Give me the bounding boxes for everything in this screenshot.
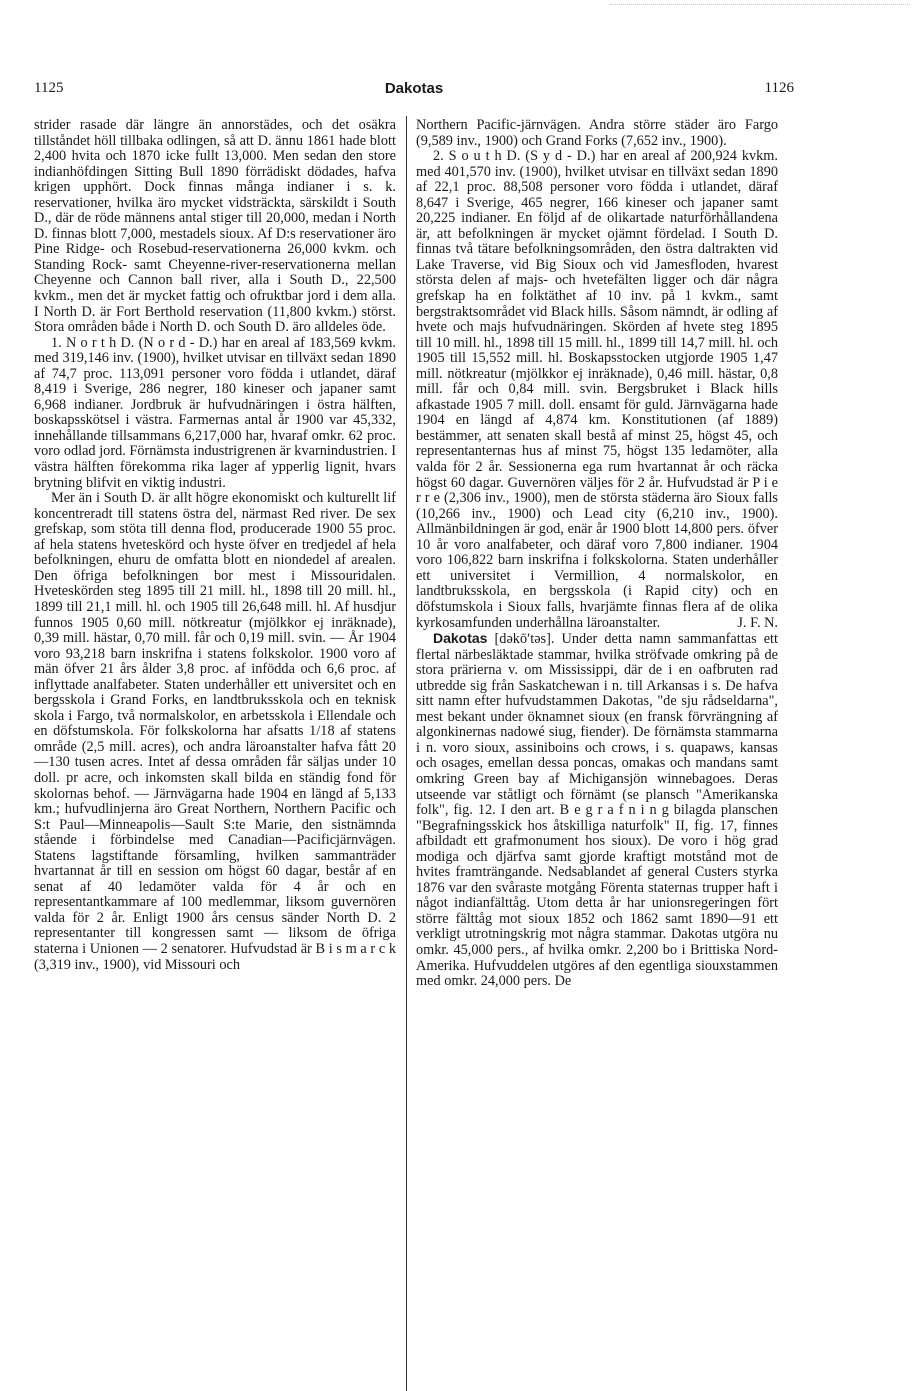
paragraph-north-dakota: 1. N o r t h D. (N o r d - D.) har en areal af 183,569 kvkm. med 319,146 inv. (1900), hvilket utvisar en tillväxt sedan 1890 af 74,7 proc. 113,091 personer voro födda i utlandet, däraf 8,419 i Sverige, 286 negrer, 180 kineser och japaner samt 6,968 indianer. Jordbruk är hufvudnäringen i östra hälften, boskapsskötsel i västra. Farmernas antal år 1900 var 45,332, innehållande tillsammans 6,217,000 har, hvaraf omkr. 62 proc. voro odlad jord. Förnämsta industrigrenen är kvarnindustrien. I västra hälften förekomma rika lager af ypperlig lignit, hvars brytning blifvit en viktig industri. (34, 334, 396, 491)
paragraph: strider rasade där längre än annorstädes, och det osäkra tillståndet höll tillbaka odlingen, så att D. ännu 1861 hade blott 2,400 hvita och 1870 icke fullt 13,000. Men sedan den store indianhöfdingen Sitting Bull 1890 förrädiskt dödades, hafva krigen upphört. Dock finnas många indianer i s. k. reservationer, hvilka äro mycket vidsträckta, särskildt i South D., där de röde männens antal stiger till 20,000, medan i North D. finnas blott 7,000, mestadels sioux. Af D:s reservationer äro Pine Ridge- och Rosebud-reservationerna 26,000 kvkm. och Standing Rock- samt Cheyenne-river-reservationerna mellan Cheyenne och Cannon ball river, alla i South D., 22,500 kvkm., men det är mycket fattig och ofruktbar jord i dem alla. I North D. är Fort Berthold reservation (11,800 kvkm.) störst. Stora områden både i North D. och South D. äro alldeles öde. (34, 117, 396, 336)
page-number-left: 1125 (34, 80, 64, 96)
paragraph-text: 2. S o u t h D. (S y d - D.) har en areal af 200,924 kvkm. med 401,570 inv. (1900), hvilket utvisar en tillväxt sedan 1890 af 22,1 proc. 88,508 personer voro födda i utlandet, däraf 8,647 i Sverige, 465 negrer, 166 kineser och japaner samt 20,225 indianer. En följd af de olikartade naturförhållandena är, att befolkningen är mycket ojämnt fördelad. I South D. finnas två tätare befolkningsområden, den östra daltrakten vid Lake Traverse, vid Big Sioux och vid Jamesfloden, hvarest största delen af majs- och hvetefälten ligger och där några grefskap ha en folktäthet af 10 inv. på 1 kvkm., samt bergstraktsområdet vid Black hills. Såsom nämndt, är odling af hvete och majs hufvudnäringen. Skörden af hvete steg 1895 till 10 mill. hl., 1898 till 15 mill. hl., 1899 till 14,7 mill. hl. och 1905 till 15,552 mill. hl. Boskapsstocken utgjorde 1905 1,47 mill. nötkreatur (mjölkkor ej inräknade), 0,46 mill. hästar, 0,8 mill. får och 0,84 mill. svin. Bergsbruket i Black hills afkastade 1905 7 mill. doll. ensamt för guld. Järnvägarna hade 1904 en längd af 4,874 km. Konstitutionen (af 1889) bestämmer, att senaten skall bestå af minst 25, högst 45, och representanternas hus af minst 75, högst 135 ledamöter, alla valda för 2 år. Sessionerna ega rum hvartannat år och räcka högst 60 dagar. Guvernören väljes för 2 år. Hufvudstad är P i e r r e (2,306 inv., 1900), men de största städerna äro Sioux falls (10,266 inv., 1900) och Lead city (6,210 inv., 1900). Allmänbildningen är god, enär år 1900 blott 14,800 pers. öfver 10 år voro analfabeter, och däraf voro 7,800 indianer. 1904 voro 106,822 barn inskrifna i folkskolorna. Staten underhåller ett universitet i Vermillion, 4 normalskolor, en landtbruksskola, en bergsskola (i Rapid city) och en döfstumskola i Sioux falls, hvarjämte finnas flera af de olika kyrkosamfunden underhållna läroanstalter. (416, 148, 778, 631)
left-column (34, 118, 396, 973)
page-number-right: 1126 (764, 80, 794, 96)
column-divider (406, 116, 407, 1391)
paragraph-south-dakota (416, 149, 778, 631)
paragraph: Northern Pacific-järnvägen. Andra större städer äro Fargo (9,589 inv., 1900) och Grand Forks (7,652 inv., 1900). (416, 117, 778, 149)
paragraph: Mer än i South D. är allt högre ekonomiskt och kulturellt lif koncentreradt till statens östra del, närmast Red river. De sex grefskap, som stöta till denna flod, producerade 1900 55 proc. af hela statens hveteskörd och hyste öfver en tredjedel af hela befolkningen, ehuru de omfatta blott en niondedel af arealen. Den öfriga befolkningen bor mest i Missouridalen. Hveteskörden steg 1895 till 21 mill. hl., 1898 till 20 mill. hl., 1899 till 21,1 mill. hl. och 1905 till 26,648 mill. hl. Af husdjur funnos 1905 0,60 mill. nötkreatur (mjölkkor ej inräknade), 0,39 mill. hästar, 0,70 mill. får och 0,19 mill. svin. — År 1904 voro 93,218 barn inskrifna i statens folkskolor. 1900 voro af män öfver 21 års ålder 3,8 proc. af infödda och 6,6 proc. af inflyttade analfabeter. Staten underhåller ett universitet och en bergsskola i Grand Forks, en landtbruksskola och en teknisk skola i Fargo, två normalskolor, en arbetsskola i Ellendale och en döfstumskola. För folkskolorna har afsatts 1/18 af statens område (2,5 mill. acres), och andra läroanstalter hafva fått 20—130 tusen acres. Intet af dessa områden får säljas under 10 doll. pr acre, och inkomsten skall bilda en ständig fond för skolornas behof. — Järnvägarna hade 1904 en längd af 5,133 km.; hufvudlinjerna äro Great Northern, Northern Pacific och S:t Paul—Minneapolis—Sault S:te Marie, den sistnämnda stående i förbindelse med Canadian—Pacificjärnvägen. Statens lagstiftande församling, hvilken sammanträder hvartannat år till en session om högst 60 dagar, består af en senat af 40 ledamöter valda för 4 år och en representantkammare af 100 medlemmar, liksom guvernören valda för 2 år. Enligt 1900 års census sänder North D. 2 representanter till kongressen samt — liksom de öfriga staterna i Unionen — 2 senatorer. Hufvudstad är B i s m a r c k (3,319 inv., 1900), vid Missouri och (34, 490, 396, 973)
top-edge-line (610, 4, 910, 5)
right-column (416, 118, 778, 990)
entry-headword: Dakotas (433, 630, 488, 647)
author-signature: J. F. N. (737, 614, 778, 631)
running-head-title: Dakotas (384, 80, 444, 97)
entry-text: [dəkō′təs]. Under detta namn sammanfattas ett flertal närbesläktade stammar, hvilka ströfvade omkring på de stora prärierna v. om Mississippi, där de i en oafbruten rad utbredde sig från Saskatchewan i n. till Arkansas i s. De hafva sitt namn efter hufvudstammen Dakotas, "de sju rådseldarna", mest bekant under öknamnet sioux (en fransk förvrängning af algonkinernas nadowé siug, fiender). De förnämsta stammarna i n. voro sioux, assiniboins och crows, i s. quapaws, kansas och osages, emellan dessa poncas, omakas och mandans samt omkring Green bay af Michigansjön winnebagoes. Deras utseende var ståtligt och förnämt (se plansch "Amerikanska folk", fig. 12. I den art. B e g r a f n i n g bilagda planschen "Begrafningsskick hos åtskilliga naturfolk" II, fig. 17, finnes afbildadt ett grafmonument hos sioux). De voro i hög grad modiga och djärfva samt gjorde kraftigt motstånd mot de hvites framträngande. Nedsablandet af general Custers styrka 1876 var den svåraste motgång Förenta staternas trupper haft i något indianfälttåg. Utom detta år har unionsregeringen fört större fälttåg mot sioux 1852 och 1862 samt 1890—91 ett verkligt utrotningskrig mot några stammar. Dakotas utgöra nu omkr. 45,000 pers., af hvilka omkr. 2,200 bo i Brittiska Nord-Amerika. Hufvuddelen utgöres af den egentliga siouxstammen med omkr. 24,000 pers. De (416, 631, 778, 990)
page-header (34, 80, 794, 108)
entry-dakotas (416, 631, 778, 990)
